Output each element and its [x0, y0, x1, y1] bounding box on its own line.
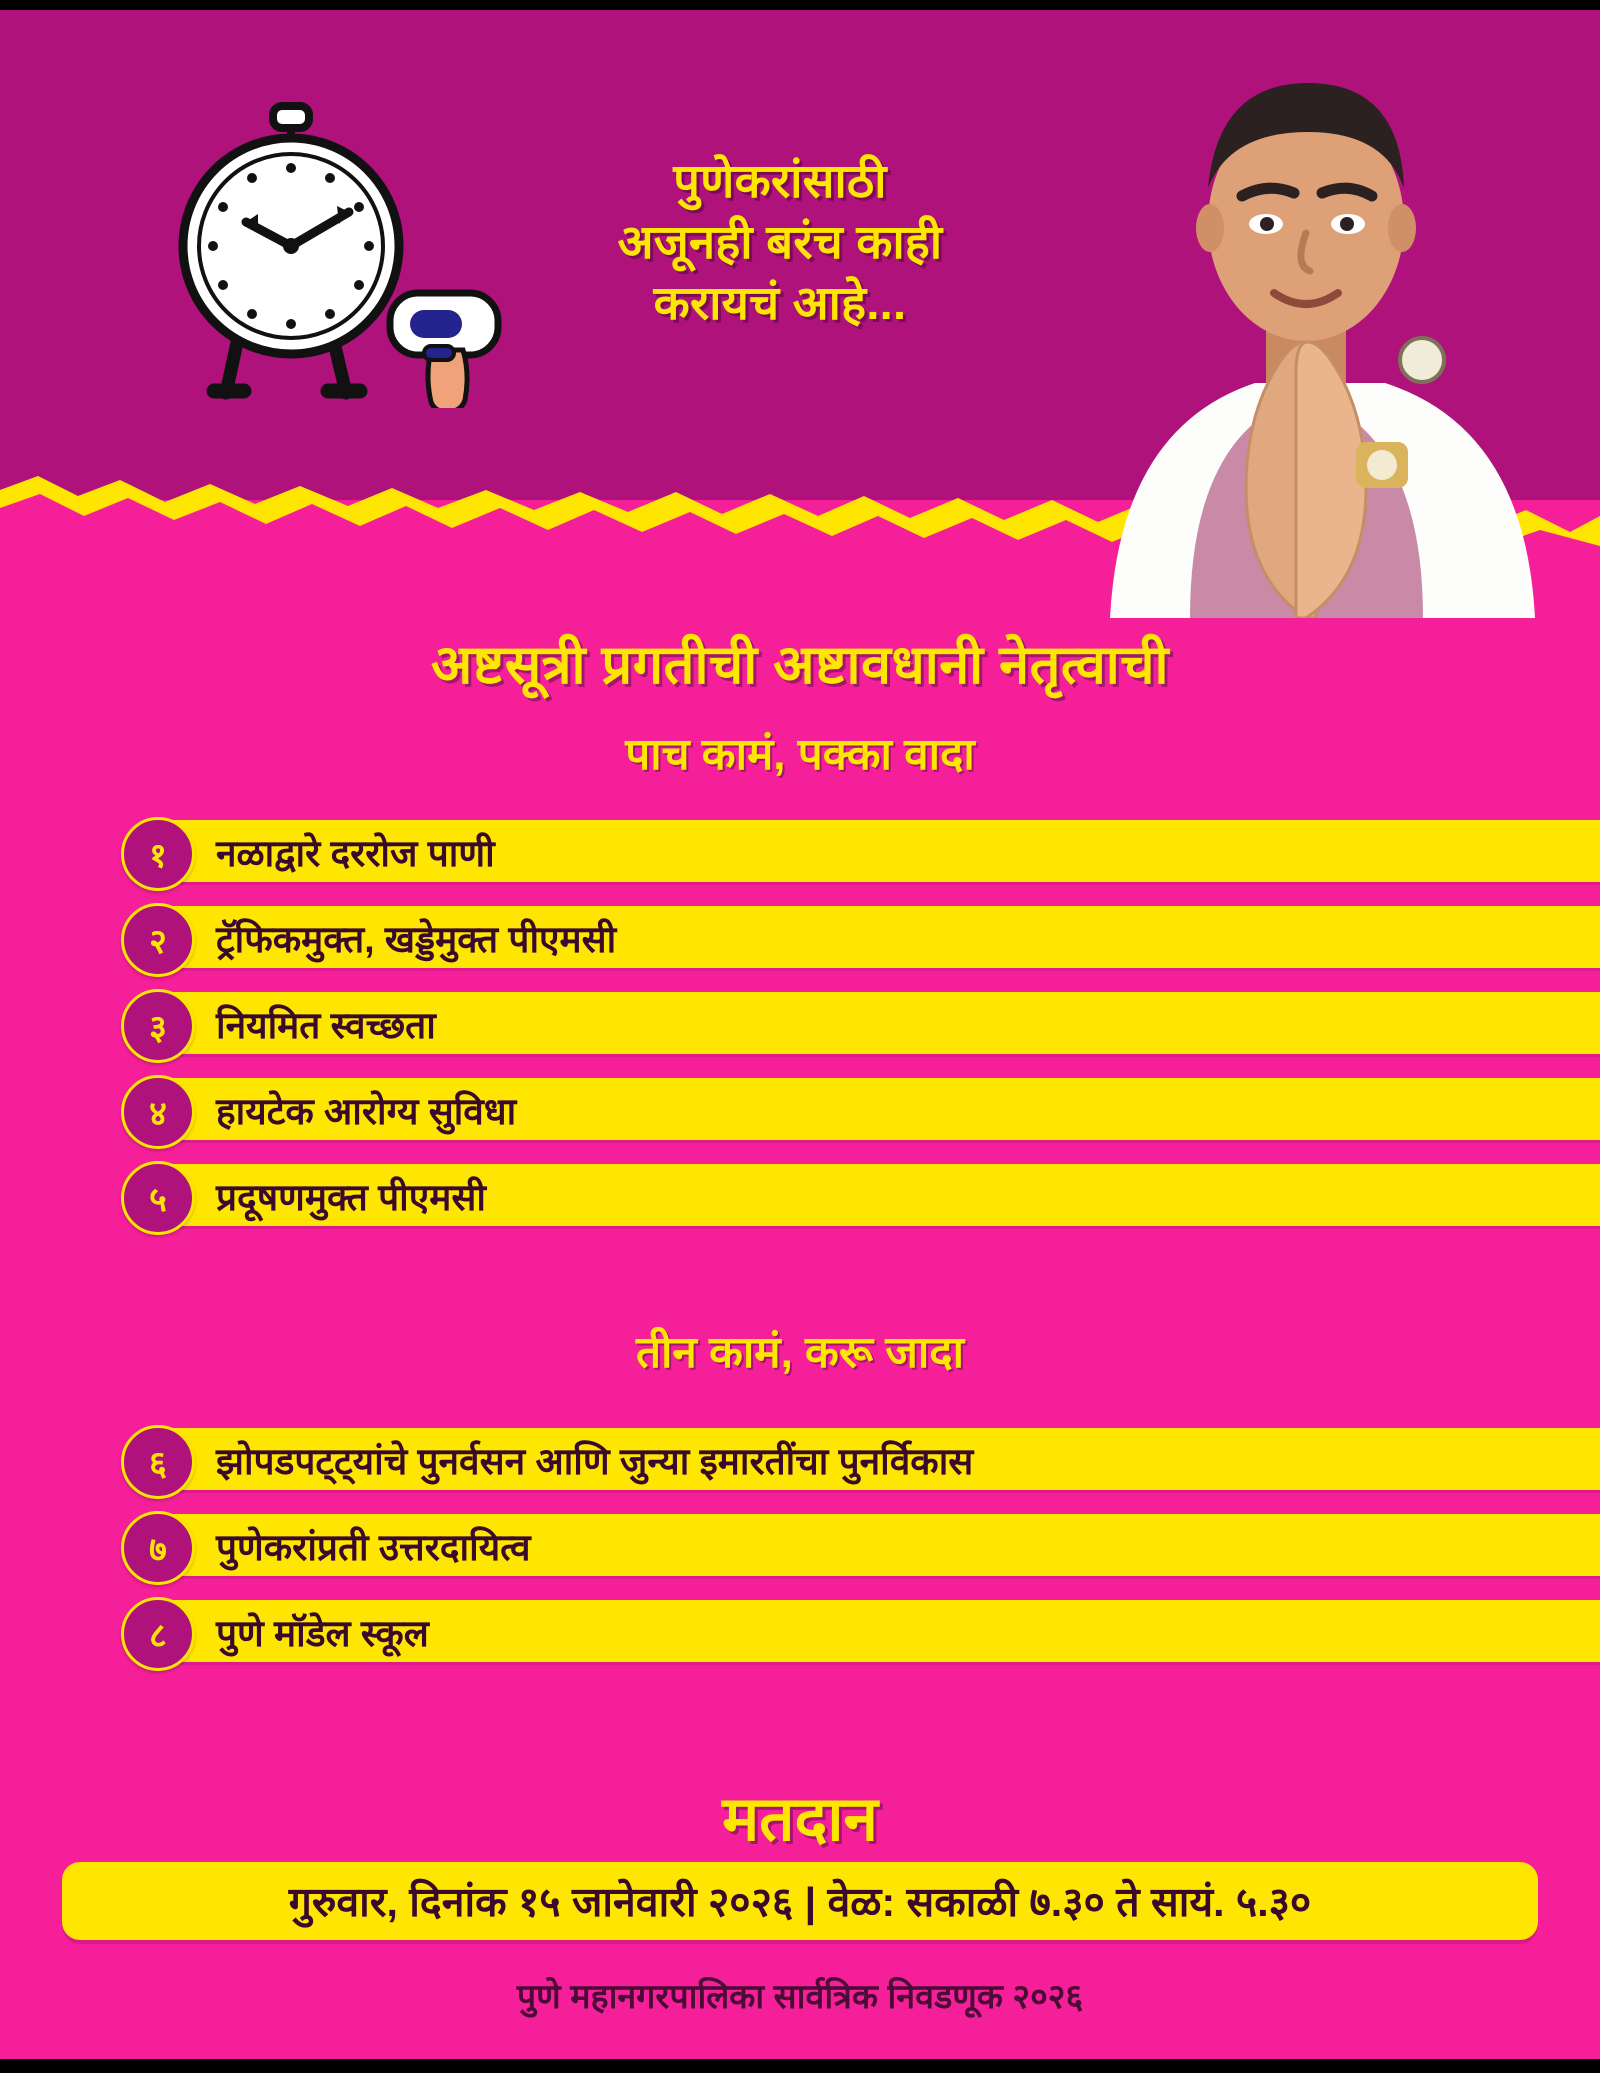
headline-line-2: अजूनही बरंच काही — [617, 215, 943, 269]
bottom-letterbox-bar — [0, 2059, 1600, 2073]
list-item-number: ८ — [121, 1597, 195, 1671]
list-item — [128, 1078, 1600, 1140]
list-item-number: २ — [121, 903, 195, 977]
page-title: अष्टसूत्री प्रगतीची अष्टावधानी नेतृत्वाची — [430, 635, 1170, 695]
list-item-number: ७ — [121, 1511, 195, 1585]
top-letterbox-bar — [0, 0, 1600, 10]
list-item-number: १ — [121, 817, 195, 891]
list-item-number: ५ — [121, 1161, 195, 1235]
promise-list-group-2 — [128, 1428, 1600, 1686]
list-item-number: ६ — [121, 1425, 195, 1499]
list-item — [128, 906, 1600, 968]
list-item-label: हायटेक आरोग्य सुविधा — [216, 1090, 517, 1132]
list-item-label: पुणेकरांप्रती उत्तरदायित्व — [216, 1526, 531, 1568]
list-item — [128, 1514, 1600, 1576]
leader-portrait — [1070, 38, 1570, 618]
list-item — [128, 992, 1600, 1054]
list-item-label: झोपडपट्ट्यांचे पुनर्वसन आणि जुन्या इमारतींचा पुनर्विकास — [216, 1440, 974, 1482]
list-item-label: पुणे मॉडेल स्कूल — [216, 1612, 429, 1654]
headline-line-1: पुणेकरांसाठी — [673, 154, 887, 207]
list-item — [128, 1164, 1600, 1226]
vote-details-bar: गुरुवार, दिनांक १५ जानेवारी २०२६ | वेळ: सकाळी ७.३० ते सायं. ५.३० — [62, 1862, 1538, 1940]
list-item — [128, 1600, 1600, 1662]
list-item-label: ट्रॅफिकमुक्त, खड्डेमुक्त पीएमसी — [216, 918, 617, 960]
list-item — [128, 1428, 1600, 1490]
group1-subtitle: पाच कामं, पक्का वादा — [625, 730, 975, 779]
list-item-label: नियमित स्वच्छता — [216, 1004, 436, 1046]
headline-line-3: करायचं आहे... — [653, 276, 907, 330]
list-item-number: ४ — [121, 1075, 195, 1149]
vote-heading: मतदान — [722, 1785, 878, 1854]
group2-subtitle: तीन कामं, करू जादा — [635, 1328, 965, 1377]
list-item-label: नळाद्वारे दररोज पाणी — [216, 832, 495, 874]
headline — [500, 150, 1060, 333]
promise-list-group-1 — [128, 820, 1600, 1250]
list-item-label: प्रदूषणमुक्त पीएमसी — [216, 1176, 486, 1218]
list-item-number: ३ — [121, 989, 195, 1063]
alarm-clock-illustration — [118, 88, 508, 408]
footer-text: पुणे महानगरपालिका सार्वत्रिक निवडणूक २०२६ — [516, 1978, 1084, 2016]
list-item — [128, 820, 1600, 882]
